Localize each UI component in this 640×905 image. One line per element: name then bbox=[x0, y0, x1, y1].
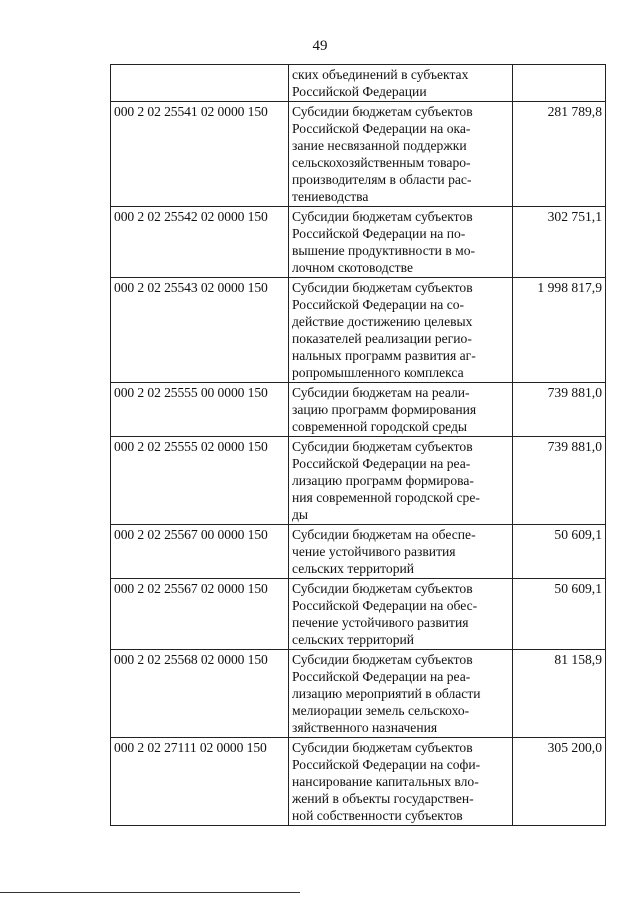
description-line: тениеводства bbox=[292, 189, 369, 204]
description-line: лизацию мероприятий в области bbox=[292, 686, 481, 701]
description-cell bbox=[289, 738, 513, 826]
description-line: Субсидии бюджетам на обеспе- bbox=[292, 527, 476, 542]
description-line: вышение продуктивности в мо- bbox=[292, 243, 476, 258]
table-row bbox=[111, 738, 606, 826]
budget-code-cell: 000 2 02 25555 00 0000 150 bbox=[111, 383, 289, 437]
budget-code-cell: 000 2 02 25567 02 0000 150 bbox=[111, 579, 289, 650]
table-row bbox=[111, 525, 606, 579]
description-line: мелиорации земель сельскохо- bbox=[292, 703, 470, 718]
description-cell bbox=[289, 102, 513, 207]
table-row bbox=[111, 650, 606, 738]
table-row bbox=[111, 278, 606, 383]
amount-cell: 81 158,9 bbox=[513, 650, 606, 738]
description-line: действие достижению целевых bbox=[292, 314, 473, 329]
description-cell bbox=[289, 383, 513, 437]
budget-code-cell bbox=[111, 65, 289, 102]
description-cell bbox=[289, 525, 513, 579]
description-line: нансирование капитальных вло- bbox=[292, 774, 479, 789]
description-line: ских объединений в субъектах bbox=[292, 67, 469, 82]
table-row bbox=[111, 102, 606, 207]
budget-code-cell: 000 2 02 27111 02 0000 150 bbox=[111, 738, 289, 826]
description-line: лочном скотоводстве bbox=[292, 260, 413, 275]
description-line: Субсидии бюджетам субъектов bbox=[292, 280, 473, 295]
description-line: сельских территорий bbox=[292, 632, 415, 647]
description-line: Субсидии бюджетам субъектов bbox=[292, 209, 473, 224]
budget-code-cell: 000 2 02 25542 02 0000 150 bbox=[111, 207, 289, 278]
table-row bbox=[111, 437, 606, 525]
description-cell bbox=[289, 579, 513, 650]
description-line: ропромышленного комплекса bbox=[292, 365, 464, 380]
description-line: зание несвязанной поддержки bbox=[292, 138, 467, 153]
description-line: зяйственного назначения bbox=[292, 720, 438, 735]
description-line: Субсидии бюджетам субъектов bbox=[292, 652, 473, 667]
description-line: современной городской среды bbox=[292, 419, 468, 434]
table-row bbox=[111, 65, 606, 102]
description-line: Российской Федерации на реа- bbox=[292, 456, 471, 471]
description-line: Российской Федерации на со- bbox=[292, 297, 465, 312]
description-line: печение устойчивого развития bbox=[292, 615, 469, 630]
budget-table bbox=[110, 64, 606, 826]
description-line: зацию программ формирования bbox=[292, 402, 477, 417]
amount-cell: 50 609,1 bbox=[513, 525, 606, 579]
amount-cell bbox=[513, 65, 606, 102]
amount-cell: 739 881,0 bbox=[513, 437, 606, 525]
budget-code-cell: 000 2 02 25568 02 0000 150 bbox=[111, 650, 289, 738]
description-line: производителям в области рас- bbox=[292, 172, 472, 187]
footer-rule bbox=[0, 892, 300, 893]
description-line: Российской Федерации на реа- bbox=[292, 669, 471, 684]
amount-cell: 739 881,0 bbox=[513, 383, 606, 437]
budget-code-cell: 000 2 02 25555 02 0000 150 bbox=[111, 437, 289, 525]
description-line: Субсидии бюджетам субъектов bbox=[292, 439, 473, 454]
description-line: ния современной городской сре- bbox=[292, 490, 480, 505]
amount-cell: 302 751,1 bbox=[513, 207, 606, 278]
budget-code-cell: 000 2 02 25543 02 0000 150 bbox=[111, 278, 289, 383]
table-row bbox=[111, 207, 606, 278]
description-line: показателей реализации регио- bbox=[292, 331, 472, 346]
description-line: лизацию программ формирова- bbox=[292, 473, 474, 488]
budget-code-cell: 000 2 02 25541 02 0000 150 bbox=[111, 102, 289, 207]
description-line: Российской Федерации на ока- bbox=[292, 121, 471, 136]
description-line: сельских территорий bbox=[292, 561, 415, 576]
description-line: жений в объекты государствен- bbox=[292, 791, 474, 806]
description-line: Российской Федерации на по- bbox=[292, 226, 466, 241]
amount-cell: 305 200,0 bbox=[513, 738, 606, 826]
description-cell bbox=[289, 437, 513, 525]
amount-cell: 1 998 817,9 bbox=[513, 278, 606, 383]
description-line: Российской Федерации на обес- bbox=[292, 598, 478, 613]
budget-table-body bbox=[111, 65, 606, 826]
description-line: Субсидии бюджетам субъектов bbox=[292, 581, 473, 596]
description-line: сельскохозяйственным товаро- bbox=[292, 155, 471, 170]
table-row bbox=[111, 579, 606, 650]
description-line: Российской Федерации на софи- bbox=[292, 757, 481, 772]
page-number: 49 bbox=[312, 38, 328, 54]
description-cell bbox=[289, 650, 513, 738]
description-cell bbox=[289, 65, 513, 102]
description-line: Российской Федерации bbox=[292, 84, 427, 99]
description-line: Субсидии бюджетам субъектов bbox=[292, 740, 473, 755]
description-cell bbox=[289, 278, 513, 383]
description-line: чение устойчивого развития bbox=[292, 544, 456, 559]
description-line: Субсидии бюджетам субъектов bbox=[292, 104, 473, 119]
description-line: ды bbox=[292, 507, 309, 522]
amount-cell: 281 789,8 bbox=[513, 102, 606, 207]
amount-cell: 50 609,1 bbox=[513, 579, 606, 650]
description-line: Субсидии бюджетам на реали- bbox=[292, 385, 470, 400]
description-line: нальных программ развития аг- bbox=[292, 348, 476, 363]
description-line: ной собственности субъектов bbox=[292, 808, 463, 823]
table-row bbox=[111, 383, 606, 437]
budget-code-cell: 000 2 02 25567 00 0000 150 bbox=[111, 525, 289, 579]
description-cell bbox=[289, 207, 513, 278]
